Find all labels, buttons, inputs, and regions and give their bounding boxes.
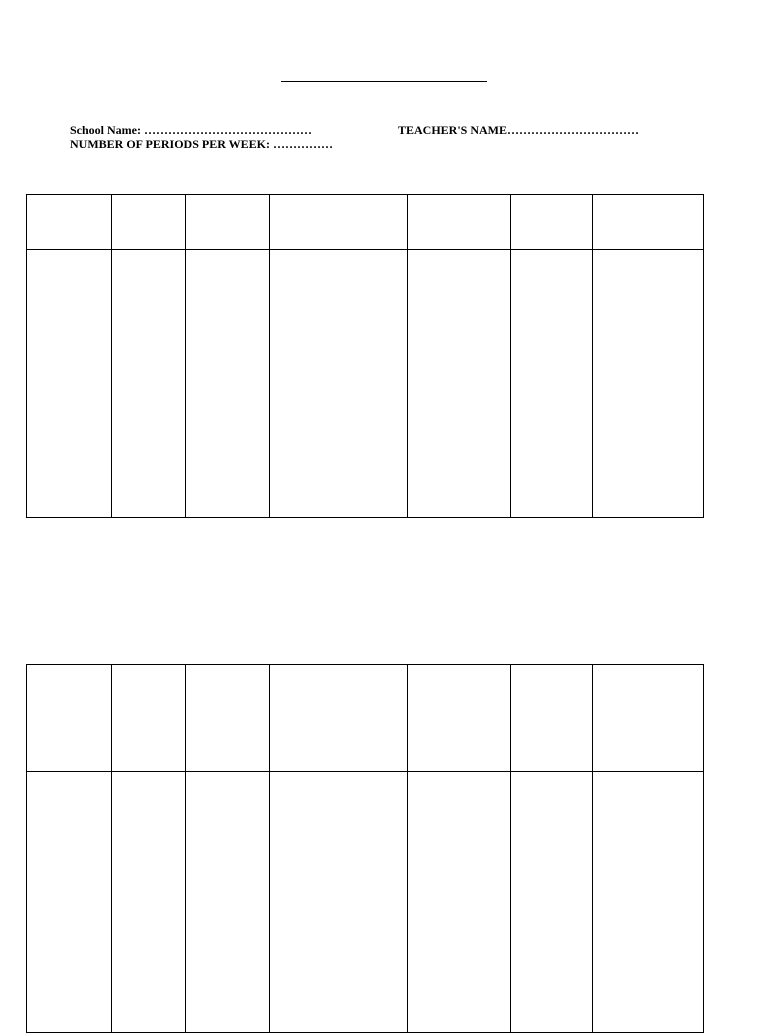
table-cell: [186, 665, 270, 772]
table-cell: [593, 665, 704, 772]
table-cell: [112, 250, 186, 518]
teacher-name-line: TEACHER'S NAME……………………………: [398, 123, 640, 137]
table-header-row: [27, 195, 704, 250]
scheme-table-1: [26, 194, 704, 518]
table-cell: [408, 195, 511, 250]
table-cell: [112, 665, 186, 772]
table-cell: [270, 772, 408, 1033]
table-cell: [27, 250, 112, 518]
table-cell: [408, 250, 511, 518]
scheme-table-2: [26, 664, 704, 1033]
table-row: [27, 250, 704, 518]
table-cell: [511, 772, 593, 1033]
table-cell: [593, 772, 704, 1033]
table-cell: [27, 772, 112, 1033]
table-header-row: [27, 665, 704, 772]
table-cell: [270, 250, 408, 518]
table-cell: [593, 250, 704, 518]
school-name-line: School Name: ……………………………………: [70, 123, 312, 137]
table-cell: [27, 195, 112, 250]
table-cell: [593, 195, 704, 250]
title-underline: [281, 81, 487, 82]
table-cell: [186, 250, 270, 518]
table-row: [27, 772, 704, 1033]
table-cell: [408, 665, 511, 772]
table-cell: [270, 195, 408, 250]
table-cell: [186, 772, 270, 1033]
table-cell: [186, 195, 270, 250]
table-cell: [511, 195, 593, 250]
table-cell: [112, 772, 186, 1033]
table-cell: [511, 665, 593, 772]
table-cell: [408, 772, 511, 1033]
periods-per-week-line: NUMBER OF PERIODS PER WEEK: ……………: [70, 137, 334, 151]
table-cell: [112, 195, 186, 250]
table-cell: [27, 665, 112, 772]
table-cell: [270, 665, 408, 772]
table-cell: [511, 250, 593, 518]
